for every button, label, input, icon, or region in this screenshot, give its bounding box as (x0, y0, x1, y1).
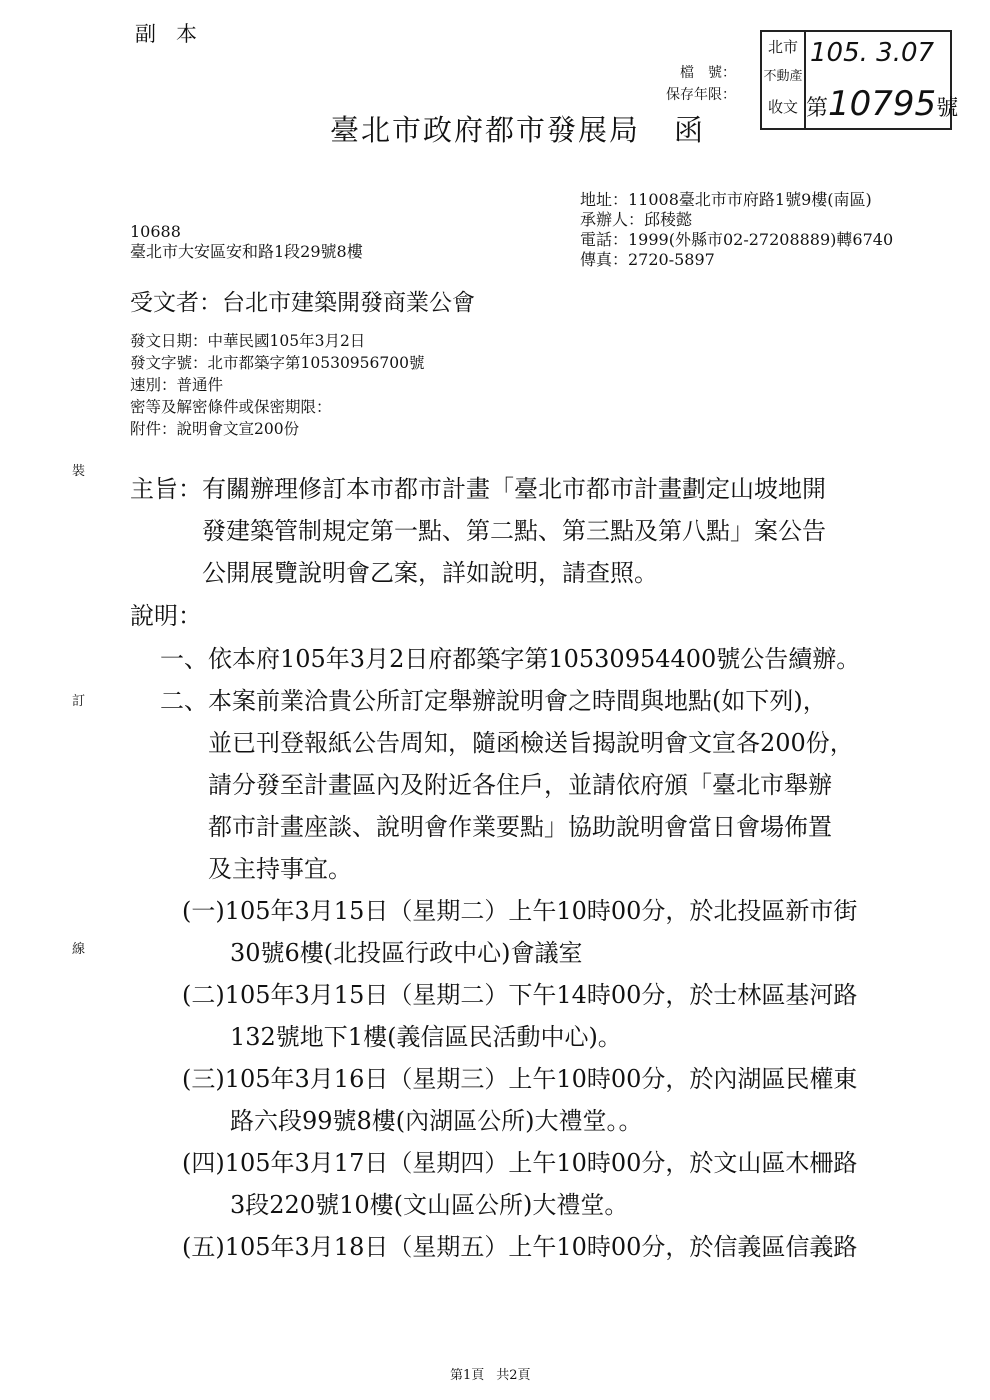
subject-label: 主旨： (130, 475, 202, 503)
confidentiality: 密等及解密條件或保密期限： (130, 398, 332, 416)
session-item (182, 1142, 857, 1184)
item-line: 並已刊登報紙公告周知，隨函檢送旨揭說明會文宣各200份， (208, 729, 854, 757)
document-title (330, 108, 705, 149)
session-line: 105年3月15日（星期二）上午10時00分，於北投區新市街 (224, 897, 858, 925)
urgency: 速別：普通件 (130, 376, 224, 394)
session-line: 105年3月15日（星期二）下午14時00分，於士林區基河路 (224, 981, 858, 1009)
document-number: 發文字號：北市都築字第10530956700號 (130, 354, 425, 372)
item-line: 及主持事宜。 (208, 855, 352, 883)
subject (130, 468, 902, 594)
item-line: 都市計畫座談、說明會作業要點」協助說明會當日會場佈置 (208, 813, 832, 841)
session-item (182, 974, 857, 1016)
explanation-label: 說明： (130, 602, 202, 630)
item-line: 依本府105年3月2日府都築字第10530954400號公告續辦。 (208, 645, 861, 673)
contact-officer: 承辦人：邱稜懿 (580, 210, 693, 229)
attachments: 附件：說明會文宣200份 (130, 420, 300, 438)
stamp-date: 105. 3.07 (810, 38, 935, 68)
page-footer (450, 1364, 531, 1383)
stamp-label: 不動產 (763, 69, 803, 84)
explanation-item (160, 680, 827, 722)
contact-phone: 電話：1999(外縣市02-27208889)轉6740 (580, 230, 894, 249)
subject-line: 發建築管制規定第一點、第二點、第三點及第八點」案公告 (202, 517, 826, 545)
recipient-street: 臺北市大安區安和路1段29號8樓 (130, 242, 363, 261)
session-marker: (一) (182, 897, 225, 925)
session-line: 132號地下1樓(義信區民活動中心)。 (230, 1023, 622, 1051)
postal-code: 10688 (130, 222, 181, 241)
session-marker: (四) (182, 1149, 225, 1177)
session-line: 105年3月18日（星期五）上午10時00分，於信義區信義路 (224, 1233, 858, 1261)
stamp-label: 北市 (767, 38, 798, 56)
stamp-number-prefix: 第 (806, 96, 829, 121)
binding-mark: 裝 (72, 464, 86, 479)
contact-block (580, 190, 893, 270)
item-marker: 一、 (160, 645, 208, 673)
session-line: 路六段99號8樓(內湖區公所)大禮堂。。 (230, 1107, 643, 1135)
subject-line: 公開展覽說明會乙案，詳如說明，請查照。 (202, 559, 658, 587)
page-total: 共2頁 (496, 1368, 531, 1383)
retention-label: 保存年限： (666, 87, 736, 103)
contact-address: 地址：11008臺北市市府路1號9樓(南區) (580, 190, 872, 209)
document-meta (130, 330, 424, 440)
item-line: 請分發至計畫區內及附近各住戶，並請依府頒「臺北市舉辦 (208, 771, 832, 799)
session-marker: (三) (182, 1065, 225, 1093)
stamp-number (806, 84, 958, 124)
copy-mark: 副本 (135, 22, 217, 46)
recipient: 受文者：台北市建築開發商業公會 (130, 290, 475, 316)
session-marker: (二) (182, 981, 225, 1009)
item-line: 本案前業洽貴公所訂定舉辦說明會之時間與地點(如下列)， (208, 687, 827, 715)
receipt-stamp (760, 30, 959, 130)
stamp-number-suffix: 號 (936, 96, 959, 121)
recipient-address (130, 222, 363, 262)
session-marker: (五) (182, 1233, 225, 1261)
item-marker: 二、 (160, 687, 208, 715)
session-item (182, 1058, 857, 1100)
subject-line: 有關辦理修訂本市都市計畫「臺北市都市計畫劃定山坡地開 (202, 475, 826, 503)
session-item (182, 890, 857, 932)
document-type: 函 (674, 113, 706, 147)
stamp-labels (762, 32, 806, 128)
session-line: 30號6樓(北投區行政中心)會議室 (230, 939, 583, 967)
stamp-number-value: 10795 (828, 84, 937, 124)
binding-mark: 線 (72, 942, 86, 957)
explanation-item (160, 638, 860, 680)
session-line: 105年3月17日（星期四）上午10時00分，於文山區木柵路 (224, 1149, 858, 1177)
session-item (182, 1226, 857, 1268)
agency-name: 臺北市政府都市發展局 (330, 113, 641, 147)
session-line: 3段220號10樓(文山區公所)大禮堂。 (230, 1191, 629, 1219)
page-number: 第1頁 (450, 1368, 485, 1383)
archive-info (640, 62, 736, 106)
stamp-label: 收文 (767, 98, 798, 116)
contact-fax: 傳真：2720-5897 (580, 250, 715, 269)
issue-date: 發文日期：中華民國105年3月2日 (130, 332, 366, 350)
session-line: 105年3月16日（星期三）上午10時00分，於內湖區民權東 (224, 1065, 858, 1093)
binding-mark: 訂 (72, 694, 86, 709)
file-number-label: 檔 號： (680, 65, 736, 81)
